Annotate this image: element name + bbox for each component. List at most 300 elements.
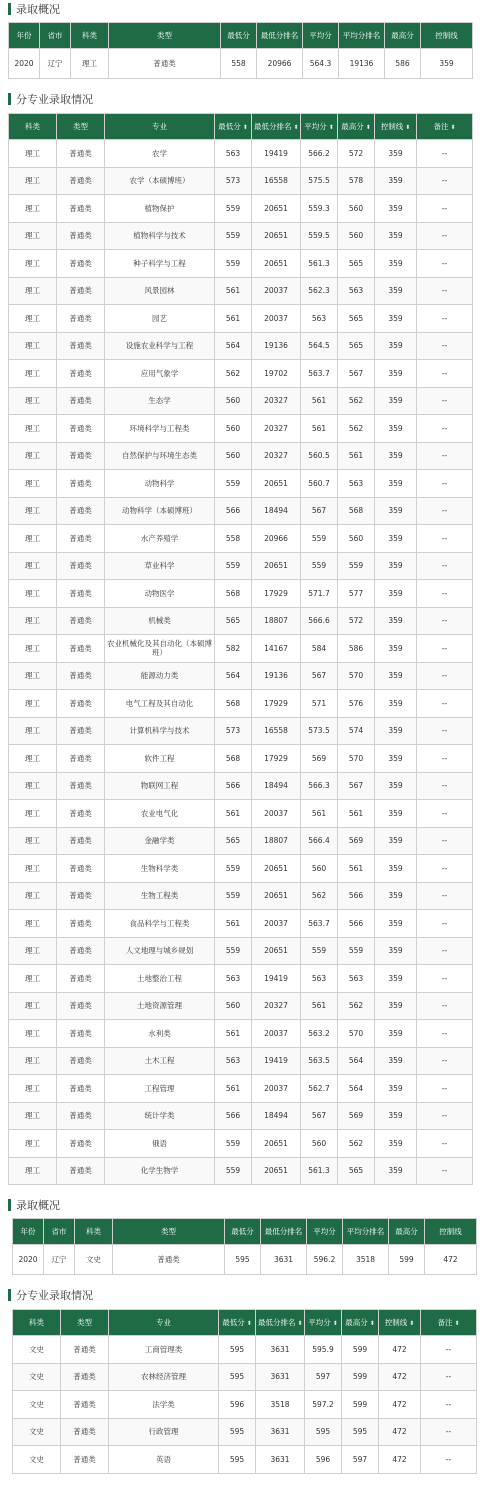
table-cell: 560 [215, 415, 252, 443]
table-cell: 金融学类 [105, 827, 215, 855]
table-cell: 570 [338, 1020, 375, 1048]
table-cell: 17929 [252, 580, 301, 608]
table-cell: 569 [338, 1102, 375, 1130]
table-cell: 566.3 [301, 772, 338, 800]
table-cell: 种子科学与工程 [105, 250, 215, 278]
table-cell: 3631 [256, 1336, 305, 1364]
table-cell: -- [417, 415, 473, 443]
summary-header-cell: 最低分排名 [261, 1219, 307, 1245]
table-cell: 20327 [252, 415, 301, 443]
table-cell: 359 [375, 635, 417, 663]
summary-header-cell: 平均分排名 [343, 1219, 389, 1245]
table-cell: 物联网工程 [105, 772, 215, 800]
table-row [9, 1020, 473, 1048]
table-cell: 562.3 [301, 277, 338, 305]
table-cell: 575.5 [301, 167, 338, 195]
table-row [9, 717, 473, 745]
table-cell: 595 [219, 1363, 256, 1391]
table-cell: 359 [375, 360, 417, 388]
table-cell: -- [417, 1047, 473, 1075]
table-cell: 359 [375, 607, 417, 635]
summary-cell: 599 [389, 1245, 425, 1275]
table-cell: 568 [215, 690, 252, 718]
table-cell: 环境科学与工程类 [105, 415, 215, 443]
table-cell: 564 [215, 662, 252, 690]
summary-cell: 472 [425, 1245, 477, 1275]
table-cell: 18807 [252, 827, 301, 855]
table-cell: 3631 [256, 1446, 305, 1474]
table-cell: 359 [375, 140, 417, 168]
table-cell: 567 [338, 360, 375, 388]
table-cell: 普通类 [57, 525, 105, 553]
table-cell: 19419 [252, 140, 301, 168]
table-row [9, 387, 473, 415]
table-cell: 普通类 [57, 442, 105, 470]
table-cell: 359 [375, 772, 417, 800]
sort-arrows-icon[interactable]: ⬍ [246, 1320, 252, 1327]
table-cell: 560 [338, 222, 375, 250]
table-cell: 普通类 [57, 635, 105, 663]
summary-title: 录取概况 [16, 3, 60, 16]
table-cell: 577 [338, 580, 375, 608]
summary-header-cell: 最高分 [385, 23, 421, 49]
table-cell: 359 [375, 910, 417, 938]
sort-arrows-icon[interactable]: ⬍ [365, 124, 371, 131]
table-cell: 595 [342, 1418, 379, 1446]
table-cell: 理工 [9, 910, 57, 938]
table-cell: 园艺 [105, 305, 215, 333]
sort-arrows-icon[interactable]: ⬍ [293, 124, 299, 131]
sort-arrows-icon[interactable]: ⬍ [409, 1320, 415, 1327]
header-label: 控制线 [380, 122, 404, 131]
table-cell: -- [417, 332, 473, 360]
table-cell: 普通类 [57, 910, 105, 938]
majors-header-cell [109, 1310, 219, 1336]
table-cell: 20651 [252, 195, 301, 223]
header-label: 科类 [29, 1318, 44, 1327]
table-cell: 法学类 [109, 1391, 219, 1419]
table-cell: 359 [375, 717, 417, 745]
table-cell: 566.4 [301, 827, 338, 855]
table-cell: 计算机科学与技术 [105, 717, 215, 745]
table-row [9, 910, 473, 938]
table-row [13, 1363, 477, 1391]
table-cell: 359 [375, 525, 417, 553]
table-cell: 普通类 [57, 662, 105, 690]
table-cell: 普通类 [57, 277, 105, 305]
sort-arrows-icon[interactable]: ⬍ [242, 124, 248, 131]
table-cell: -- [417, 937, 473, 965]
table-cell: 理工 [9, 1130, 57, 1158]
table-cell: 动物科学 [105, 470, 215, 498]
table-cell: 统计学类 [105, 1102, 215, 1130]
table-cell: 359 [375, 1157, 417, 1185]
majors-header-cell[interactable] [305, 1310, 342, 1336]
table-cell: 560.7 [301, 470, 338, 498]
table-cell: 561 [215, 1075, 252, 1103]
table-cell: 561 [338, 800, 375, 828]
table-cell: 理工 [9, 497, 57, 525]
table-cell: -- [417, 470, 473, 498]
table-cell: 普通类 [57, 470, 105, 498]
table-cell: 559.3 [301, 195, 338, 223]
summary-cell: 595 [225, 1245, 261, 1275]
table-cell: 文史 [13, 1363, 61, 1391]
table-cell: 559.5 [301, 222, 338, 250]
table-cell: 普通类 [57, 1157, 105, 1185]
table-cell: -- [417, 992, 473, 1020]
table-cell: 359 [375, 1130, 417, 1158]
summary-cell: 普通类 [109, 49, 221, 79]
table-row [9, 442, 473, 470]
table-cell: 359 [375, 882, 417, 910]
table-row [13, 1418, 477, 1446]
table-cell: 农学 [105, 140, 215, 168]
table-row [9, 580, 473, 608]
table-row [9, 1102, 473, 1130]
table-cell: -- [417, 717, 473, 745]
table-cell: 植物科学与技术 [105, 222, 215, 250]
majors-header-cell[interactable] [342, 1310, 379, 1336]
table-cell: 561.3 [301, 1157, 338, 1185]
table-cell: 559 [215, 1157, 252, 1185]
summary-header-cell: 类型 [113, 1219, 225, 1245]
table-cell: 582 [215, 635, 252, 663]
table-cell: -- [417, 277, 473, 305]
table-cell: 动物科学（本硕博班） [105, 497, 215, 525]
sort-arrows-icon[interactable]: ⬍ [369, 1320, 375, 1327]
table-cell: 359 [375, 195, 417, 223]
table-cell: -- [421, 1391, 477, 1419]
table-cell: 普通类 [57, 717, 105, 745]
table-cell: 理工 [9, 305, 57, 333]
table-cell: 动物医学 [105, 580, 215, 608]
sort-arrows-icon[interactable]: ⬍ [328, 124, 334, 131]
table-cell: 560 [215, 387, 252, 415]
table-cell: 17929 [252, 690, 301, 718]
table-cell: 573.5 [301, 717, 338, 745]
table-cell: 普通类 [61, 1363, 109, 1391]
table-cell: 597 [342, 1446, 379, 1474]
table-cell: 560 [338, 195, 375, 223]
table-cell: 普通类 [57, 992, 105, 1020]
summary-header-cell: 控制线 [421, 23, 473, 49]
table-cell: -- [421, 1363, 477, 1391]
majors-header-cell [61, 1310, 109, 1336]
majors-header-cell[interactable] [301, 114, 338, 140]
table-cell: 359 [375, 277, 417, 305]
table-cell: 566 [338, 910, 375, 938]
table-cell: -- [417, 497, 473, 525]
table-cell: 565 [338, 305, 375, 333]
table-cell: 359 [375, 827, 417, 855]
majors-header-cell[interactable] [379, 1310, 421, 1336]
majors-header-cell[interactable] [256, 1310, 305, 1336]
header-label: 科类 [25, 122, 40, 131]
table-cell: 565 [215, 607, 252, 635]
table-row [9, 360, 473, 388]
table-cell: 562 [338, 992, 375, 1020]
sort-arrows-icon[interactable]: ⬍ [405, 124, 411, 131]
table-cell: 20651 [252, 222, 301, 250]
table-cell: 普通类 [57, 800, 105, 828]
table-cell: 普通类 [57, 1130, 105, 1158]
summary-cell: 564.3 [303, 49, 339, 79]
table-cell: 359 [375, 580, 417, 608]
table-cell: 559 [215, 1130, 252, 1158]
summary-cell: 辽宁 [44, 1245, 75, 1275]
table-cell: 普通类 [61, 1336, 109, 1364]
table-cell: 普通类 [61, 1418, 109, 1446]
table-cell: 559 [301, 937, 338, 965]
table-cell: 理工 [9, 1157, 57, 1185]
table-cell: 359 [375, 387, 417, 415]
table-cell: 563.5 [301, 1047, 338, 1075]
table-cell: 普通类 [57, 937, 105, 965]
header-label: 类型 [73, 122, 88, 131]
table-cell: 561 [215, 305, 252, 333]
table-cell: -- [417, 607, 473, 635]
table-cell: 普通类 [57, 195, 105, 223]
sort-arrows-icon[interactable]: ⬍ [454, 1320, 460, 1327]
table-cell: 599 [342, 1363, 379, 1391]
table-row [9, 305, 473, 333]
table-row [9, 167, 473, 195]
table-cell: 生物科学类 [105, 855, 215, 883]
table-cell: 理工 [9, 772, 57, 800]
table-cell: 359 [375, 415, 417, 443]
table-cell: 566 [215, 772, 252, 800]
majors-header-cell[interactable] [375, 114, 417, 140]
table-cell: 理工 [9, 442, 57, 470]
majors-header-cell[interactable] [252, 114, 301, 140]
table-cell: 理工 [9, 635, 57, 663]
table-cell: 564 [338, 1047, 375, 1075]
majors-title: 分专业录取情况 [16, 1289, 93, 1302]
table-cell: 理工 [9, 1102, 57, 1130]
table-cell: 472 [379, 1418, 421, 1446]
table-cell: 3631 [256, 1363, 305, 1391]
table-cell: 572 [338, 140, 375, 168]
table-cell: 农学（本硕博班） [105, 167, 215, 195]
table-cell: 563.7 [301, 910, 338, 938]
table-cell: -- [417, 1157, 473, 1185]
table-cell: 普通类 [57, 497, 105, 525]
table-cell: 359 [375, 745, 417, 773]
title-bar-icon [8, 1289, 11, 1301]
table-cell: 理工 [9, 387, 57, 415]
table-cell: -- [417, 525, 473, 553]
table-cell: 17929 [252, 745, 301, 773]
table-cell: 英语 [109, 1446, 219, 1474]
table-cell: 土木工程 [105, 1047, 215, 1075]
title-bar-icon [8, 93, 11, 105]
table-cell: 472 [379, 1363, 421, 1391]
summary-title: 录取概况 [16, 1199, 60, 1212]
summary-table [8, 22, 473, 79]
table-cell: 20327 [252, 387, 301, 415]
summary-header-cell: 类型 [109, 23, 221, 49]
table-cell: 573 [215, 167, 252, 195]
table-row [9, 415, 473, 443]
table-cell: 理工 [9, 965, 57, 993]
table-cell: 风景园林 [105, 277, 215, 305]
table-cell: 569 [338, 827, 375, 855]
header-label: 平均分 [308, 1318, 331, 1327]
table-cell: 人文地理与城乡规划 [105, 937, 215, 965]
table-cell: 20037 [252, 1020, 301, 1048]
table-row [9, 937, 473, 965]
table-cell: 472 [379, 1336, 421, 1364]
table-cell: 普通类 [57, 965, 105, 993]
section-title-majors-2 [8, 1286, 93, 1304]
table-cell: 水产养殖学 [105, 525, 215, 553]
table-cell: 359 [375, 332, 417, 360]
sort-arrows-icon[interactable]: ⬍ [332, 1320, 338, 1327]
table-row [9, 1047, 473, 1075]
table-cell: 563 [338, 965, 375, 993]
table-cell: 20966 [252, 525, 301, 553]
table-cell: 理工 [9, 360, 57, 388]
table-cell: -- [417, 965, 473, 993]
table-cell: -- [417, 910, 473, 938]
table-cell: 理工 [9, 580, 57, 608]
table-row [9, 222, 473, 250]
table-cell: 理工 [9, 222, 57, 250]
table-cell: 行政管理 [109, 1418, 219, 1446]
table-cell: 559 [215, 470, 252, 498]
table-row [9, 635, 473, 663]
table-cell: 359 [375, 855, 417, 883]
table-cell: 生态学 [105, 387, 215, 415]
summary-header-cell: 最低分排名 [257, 23, 303, 49]
table-cell: 559 [215, 937, 252, 965]
table-row [9, 470, 473, 498]
table-row [13, 1391, 477, 1419]
table-cell: 文史 [13, 1391, 61, 1419]
table-cell: 文史 [13, 1336, 61, 1364]
table-cell: 359 [375, 690, 417, 718]
table-cell: 573 [215, 717, 252, 745]
table-cell: 597 [305, 1363, 342, 1391]
table-cell: 16558 [252, 167, 301, 195]
table-cell: 普通类 [57, 827, 105, 855]
table-cell: 理工 [9, 277, 57, 305]
sort-arrows-icon[interactable]: ⬍ [297, 1320, 303, 1327]
table-cell: -- [417, 1075, 473, 1103]
table-row [9, 140, 473, 168]
table-cell: 软件工程 [105, 745, 215, 773]
table-cell: 理工 [9, 717, 57, 745]
table-cell: 566 [215, 1102, 252, 1130]
summary-cell: 理工 [71, 49, 109, 79]
table-cell: 595 [219, 1418, 256, 1446]
table-row [9, 827, 473, 855]
table-cell: 584 [301, 635, 338, 663]
table-cell: 559 [215, 552, 252, 580]
table-row [9, 690, 473, 718]
table-cell: -- [417, 1020, 473, 1048]
table-cell: 596 [305, 1446, 342, 1474]
header-label: 类型 [77, 1318, 92, 1327]
table-cell: -- [417, 195, 473, 223]
table-cell: 562 [301, 882, 338, 910]
table-cell: 568 [215, 580, 252, 608]
majors-header-cell[interactable] [219, 1310, 256, 1336]
table-cell: 机械类 [105, 607, 215, 635]
table-cell: 560 [301, 855, 338, 883]
table-cell: 理工 [9, 827, 57, 855]
table-cell: -- [417, 1130, 473, 1158]
table-cell: 359 [375, 305, 417, 333]
table-cell: 561 [338, 442, 375, 470]
summary-header-cell: 年份 [9, 23, 40, 49]
table-cell: 359 [375, 937, 417, 965]
majors-header-cell[interactable] [338, 114, 375, 140]
header-label: 最高分 [341, 122, 364, 131]
table-cell: 561.3 [301, 250, 338, 278]
table-cell: 359 [375, 250, 417, 278]
sort-arrows-icon[interactable]: ⬍ [450, 124, 456, 131]
table-cell: 563.2 [301, 1020, 338, 1048]
table-cell: 562.7 [301, 1075, 338, 1103]
table-cell: 359 [375, 442, 417, 470]
majors-table [12, 1309, 477, 1474]
table-cell: 20037 [252, 305, 301, 333]
table-cell: 18494 [252, 772, 301, 800]
table-cell: 559 [215, 882, 252, 910]
table-cell: 568 [215, 745, 252, 773]
table-cell: -- [417, 635, 473, 663]
table-cell: 19136 [252, 662, 301, 690]
table-row [13, 1336, 477, 1364]
table-cell: 理工 [9, 1047, 57, 1075]
table-cell: 20651 [252, 250, 301, 278]
table-cell: 农业电气化 [105, 800, 215, 828]
table-cell: 理工 [9, 690, 57, 718]
table-cell: 569 [301, 745, 338, 773]
table-cell: 3631 [256, 1418, 305, 1446]
table-cell: 普通类 [57, 1075, 105, 1103]
majors-header-cell [13, 1310, 61, 1336]
table-cell: 586 [338, 635, 375, 663]
table-cell: -- [417, 167, 473, 195]
table-cell: -- [417, 800, 473, 828]
summary-row [13, 1245, 477, 1275]
summary-row [9, 49, 473, 79]
table-cell: 理工 [9, 855, 57, 883]
table-cell: -- [417, 745, 473, 773]
table-cell: 562 [338, 1130, 375, 1158]
table-row [9, 992, 473, 1020]
table-row [9, 552, 473, 580]
summary-cell: 辽宁 [40, 49, 71, 79]
table-cell: 土地整治工程 [105, 965, 215, 993]
majors-header-cell[interactable] [215, 114, 252, 140]
table-row [9, 607, 473, 635]
table-cell: 普通类 [57, 250, 105, 278]
table-cell: 559 [338, 552, 375, 580]
table-cell: -- [417, 827, 473, 855]
table-cell: 561 [301, 992, 338, 1020]
table-cell: 19419 [252, 965, 301, 993]
table-cell: 植物保护 [105, 195, 215, 223]
summary-header-cell: 省市 [44, 1219, 75, 1245]
summary-header-cell: 最低分 [221, 23, 257, 49]
table-cell: 564 [338, 1075, 375, 1103]
table-cell: 食品科学与工程类 [105, 910, 215, 938]
table-cell: 化学生物学 [105, 1157, 215, 1185]
